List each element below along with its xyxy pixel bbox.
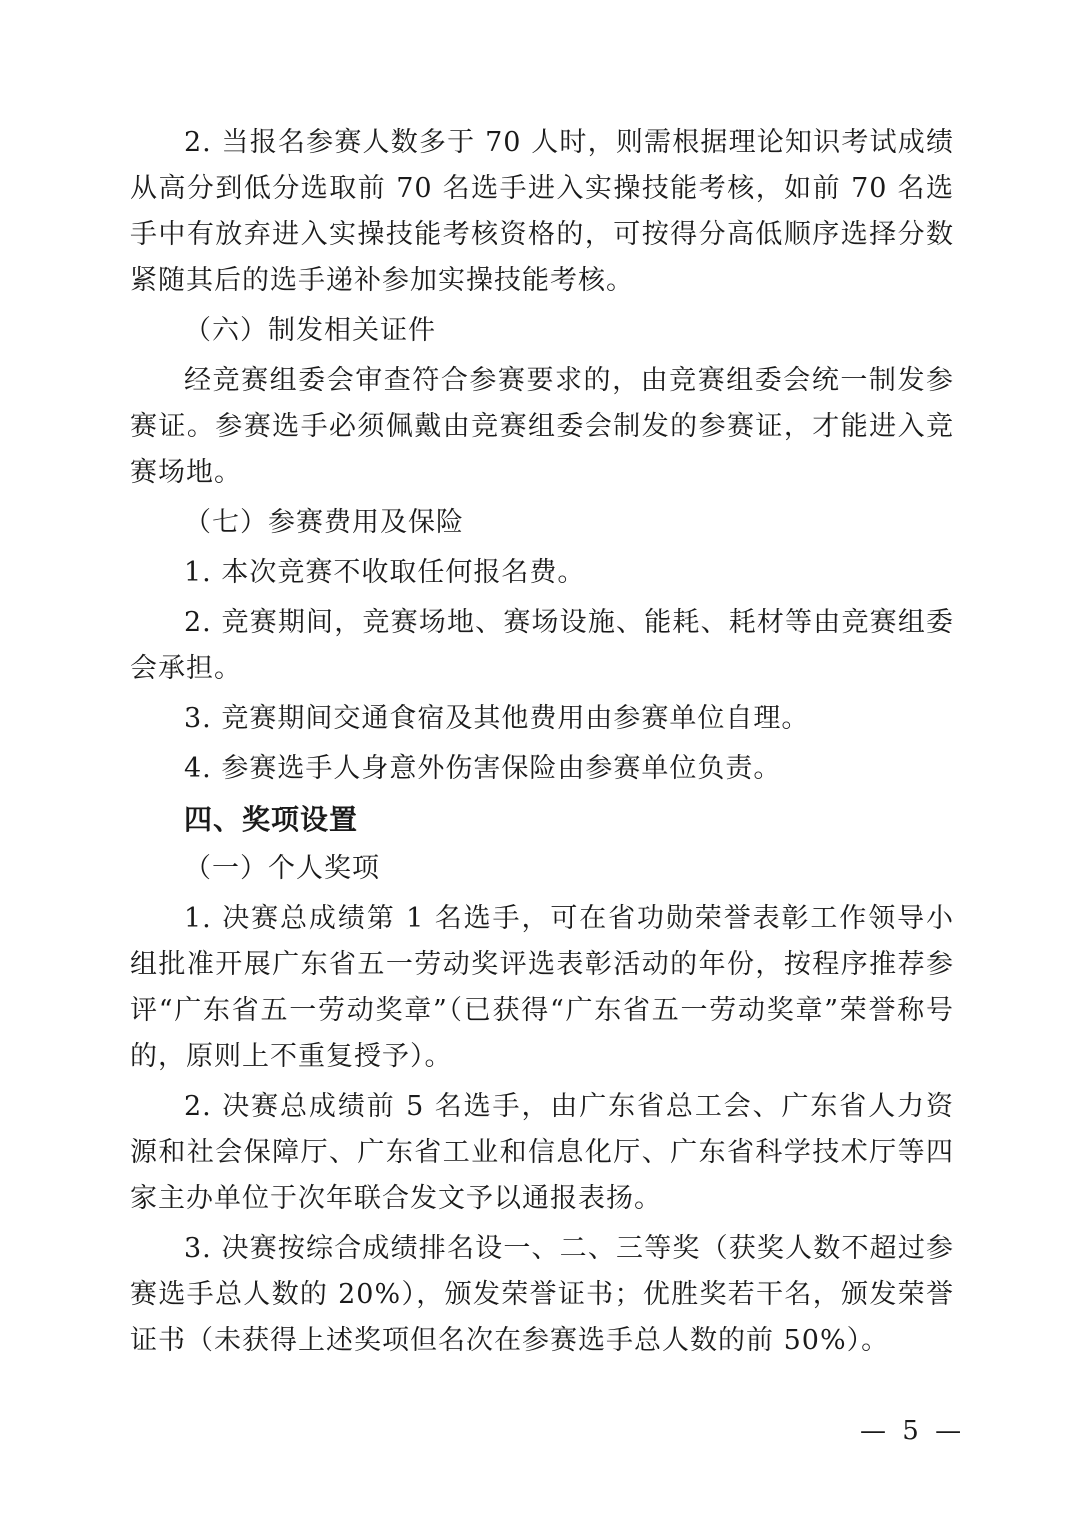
paragraph: 2. 决赛总成绩前 5 名选手，由广东省总工会、广东省人力资源和社会保障厅、广东省工业和信息化厅、广东省科学技术厅等四家主办单位于次年联合发文予以通报表扬。	[130, 1091, 954, 1214]
paragraph: 1. 决赛总成绩第 1 名选手，可在省功勋荣誉表彰工作领导小组批准开展广东省五一劳动奖评选表彰活动的年份，按程序推荐参评“广东省五一劳动奖章”（已获得“广东省五一劳动奖章”荣誉称号的，原则上不重复授予）。	[130, 903, 954, 1072]
paragraph: 3. 竞赛期间交通食宿及其他费用由参赛单位自理。	[184, 703, 810, 734]
section-heading: 四、奖项设置	[184, 803, 359, 836]
subheading: （六）制发相关证件	[184, 315, 436, 346]
subheading: （一）个人奖项	[184, 853, 380, 884]
paragraph: 4. 参赛选手人身意外伤害保险由参赛单位负责。	[184, 753, 782, 784]
page-number: — 5 —	[860, 1416, 966, 1446]
paragraph: 2. 当报名参赛人数多于 70 人时，则需根据理论知识考试成绩从高分到低分选取前 70 名选手进入实操技能考核，如前 70 名选手中有放弃进入实操技能考核资格的，可按得分高低顺序选择分数紧随其后的选手递补参加实操技能考核。	[130, 127, 954, 296]
paragraph: 2. 竞赛期间，竞赛场地、赛场设施、能耗、耗材等由竞赛组委会承担。	[130, 607, 954, 684]
subheading: （七）参赛费用及保险	[184, 507, 464, 538]
paragraph: 3. 决赛按综合成绩排名设一、二、三等奖（获奖人数不超过参赛选手总人数的 20%），颁发荣誉证书；优胜奖若干名，颁发荣誉证书（未获得上述奖项但名次在参赛选手总人数的前 50%）。	[130, 1233, 954, 1356]
document-body	[130, 120, 954, 1368]
paragraph: 1. 本次竞赛不收取任何报名费。	[184, 557, 586, 588]
paragraph: 经竞赛组委会审查符合参赛要求的，由竞赛组委会统一制发参赛证。参赛选手必须佩戴由竞赛组委会制发的参赛证，才能进入竞赛场地。	[130, 365, 954, 488]
